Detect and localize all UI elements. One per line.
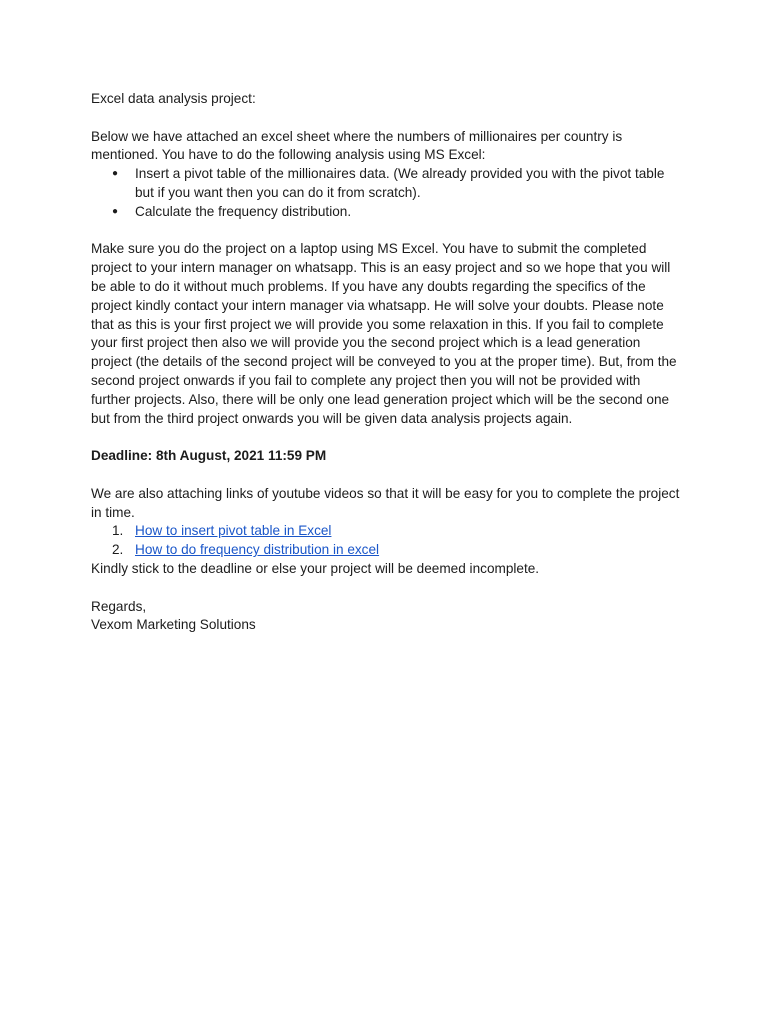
task-text: Calculate the frequency distribution. (135, 203, 352, 219)
task-text: Insert a pivot table of the millionaires data. (We already provided you with the pivot table but if you want then you can do it from scratch). (135, 166, 665, 200)
links-intro-paragraph: We are also attaching links of youtube videos so that it will be easy for you to complete the project in time. (91, 485, 680, 520)
video-link-item (91, 522, 683, 541)
deadline-text: Deadline: 8th August, 2021 11:59 PM (91, 448, 327, 464)
pivot-table-video-link[interactable]: How to insert pivot table in Excel (135, 523, 332, 539)
intro-paragraph: Below we have attached an excel sheet where the numbers of millionaires per country is mentioned. You have to do the following analysis using MS Excel: (91, 128, 623, 163)
task-item (91, 203, 683, 222)
list-number: 2. (112, 542, 124, 558)
regards-text: Regards, (91, 598, 147, 614)
list-number: 1. (112, 523, 124, 539)
instructions-paragraph: Make sure you do the project on a laptop using MS Excel. You have to submit the completed project to your intern manager on whatsapp. This is an easy project and so we hope that you will be able to do it without much problems. If you have any doubts regarding the specifics of the project kindly contact your intern manager via whatsapp. He will solve your doubts. Please note that as this is your first project we will provide you some relaxation in this. If you fail to complete your first project then also we will provide you the second project which is a lead generation project (the details of the second project will be conveyed to you at the proper time). But, from the second project onwards if you fail to complete any project then you will not be provided with further projects. Also, there will be only one lead generation project which will be the second one but from the third project onwards you will be given data analysis projects again. (91, 241, 677, 426)
frequency-distribution-video-link[interactable]: How to do frequency distribution in excel (135, 542, 380, 558)
task-item (91, 165, 683, 203)
task-list (91, 165, 683, 221)
document-title: Excel data analysis project: (91, 91, 256, 106)
document-body (91, 90, 683, 635)
video-links-list (91, 522, 683, 560)
signature-text: Vexom Marketing Solutions (91, 617, 256, 633)
video-link-item (91, 541, 683, 560)
bullet-icon: ● (112, 205, 119, 217)
bullet-icon: ● (112, 168, 119, 180)
closing-note: Kindly stick to the deadline or else your project will be deemed incomplete. (91, 560, 540, 576)
